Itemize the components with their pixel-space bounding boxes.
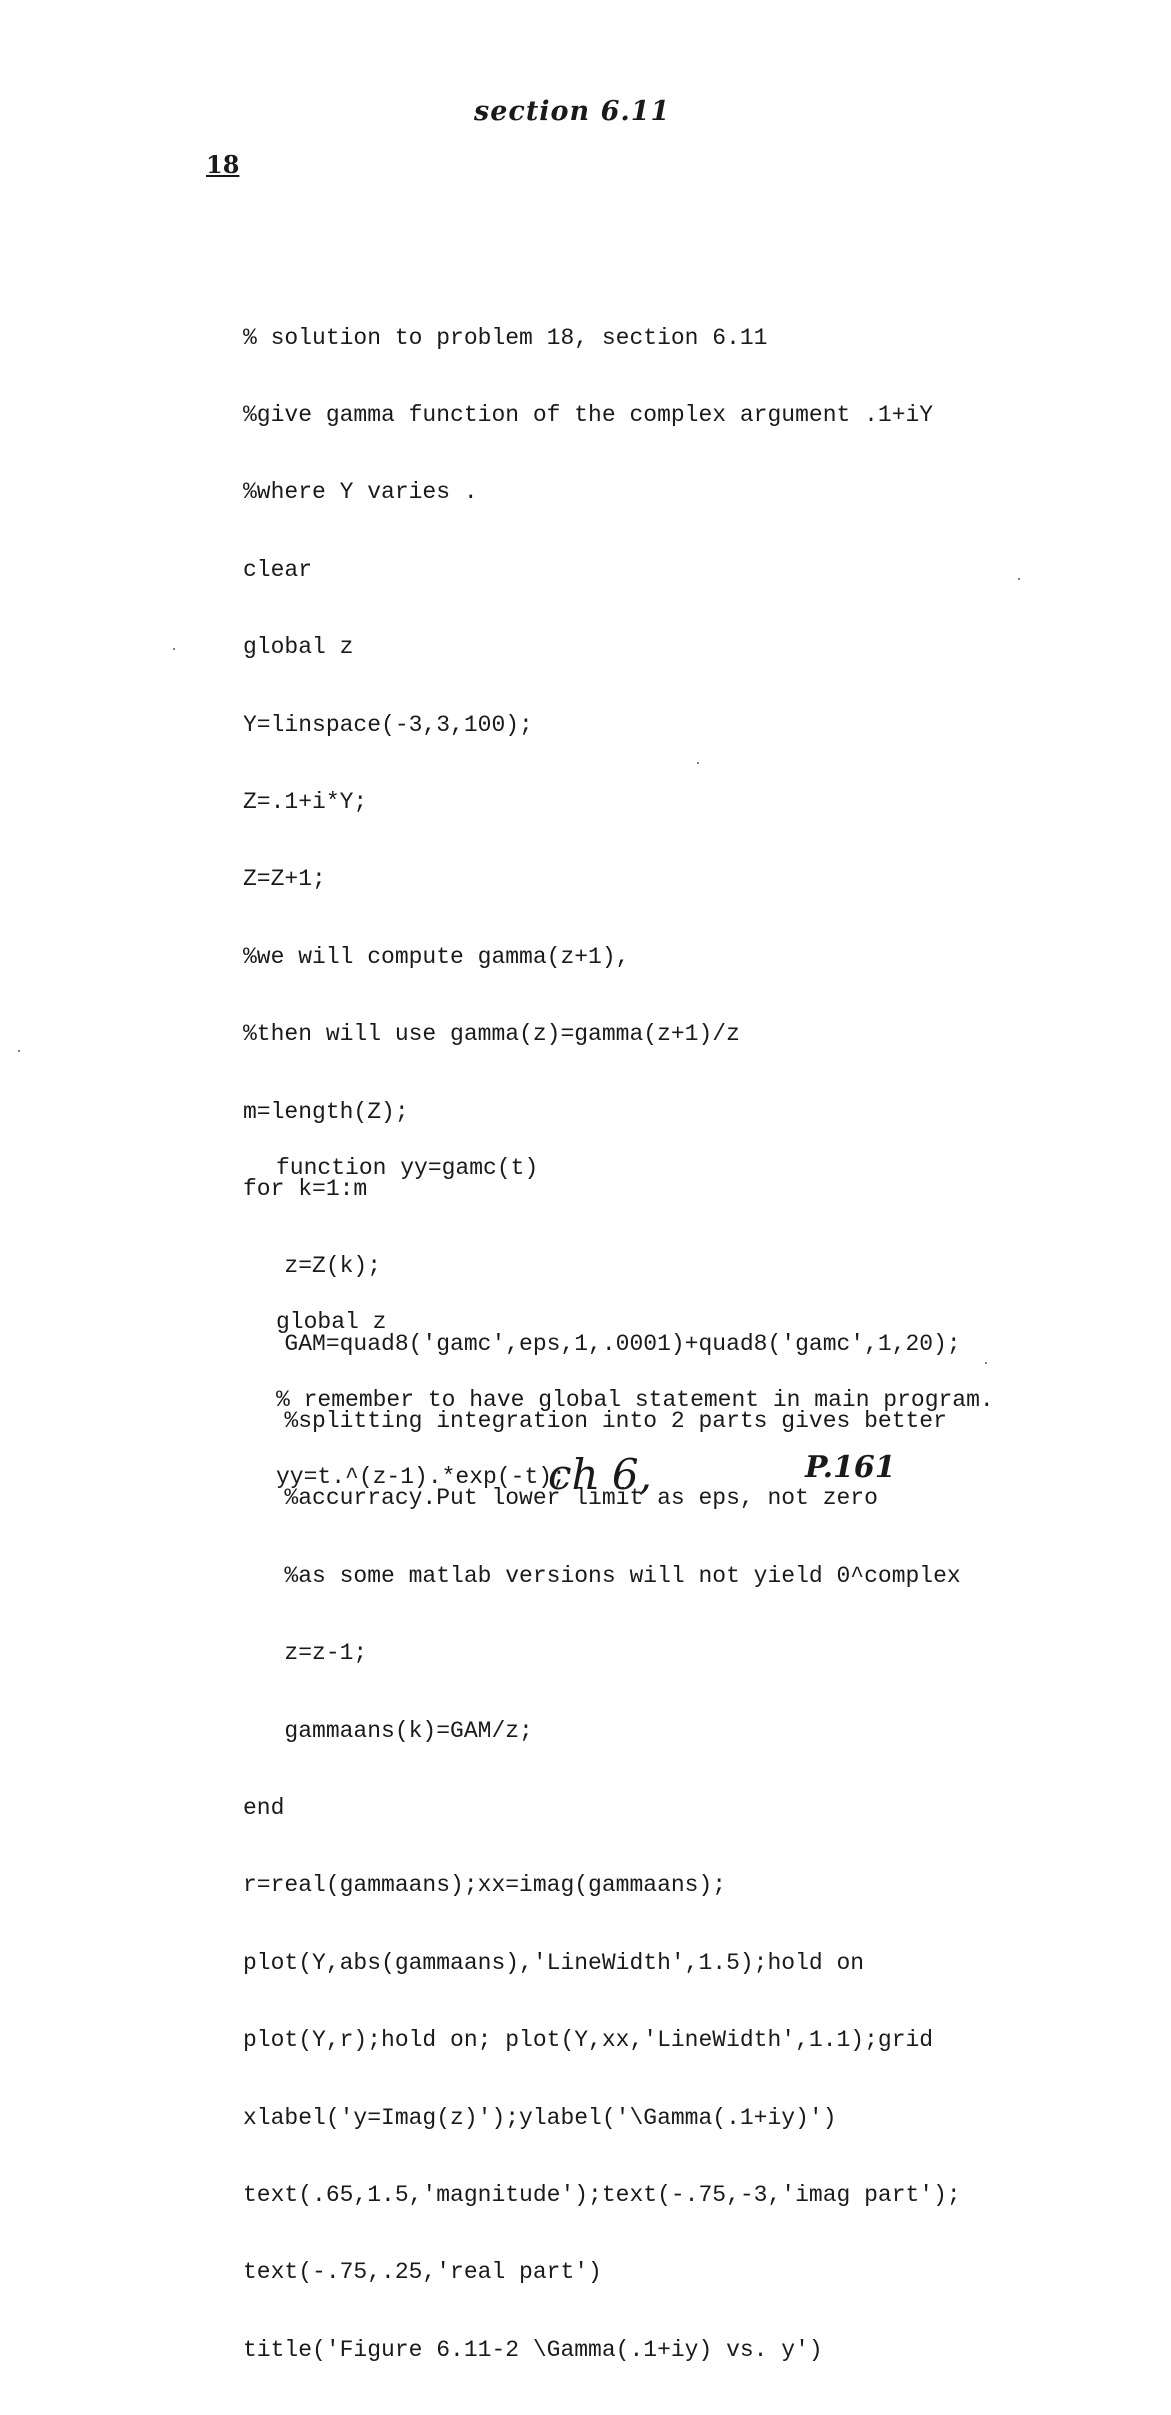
code-line: xlabel('y=Imag(z)');ylabel('\Gamma(.1+iy)') [243, 2104, 837, 2131]
code-line: plot(Y,abs(gammaans),'LineWidth',1.5);hold on [243, 1949, 865, 1976]
code-line: text(.65,1.5,'magnitude');text(-.75,-3,'imag part'); [243, 2181, 961, 2208]
scan-speck [985, 1362, 987, 1364]
code-line: global z [243, 634, 354, 661]
code-line: Z=.1+i*Y; [243, 788, 368, 815]
code-line: gammaans(k)=GAM/z; [243, 1717, 533, 1744]
code-line: %we will compute gamma(z+1), [243, 943, 630, 970]
scan-speck [1018, 578, 1020, 580]
code-line: % solution to problem 18, section 6.11 [243, 324, 768, 351]
code-line: global z [276, 1309, 387, 1336]
code-line: %give gamma function of the complex argument .1+iY [243, 401, 934, 428]
code-line: z=z-1; [243, 1640, 368, 1667]
problem-number: 18 [206, 150, 240, 179]
code-line: % remember to have global statement in main program. [276, 1386, 994, 1413]
page-label: P.161 [805, 1450, 896, 1485]
code-line: text(-.75,.25,'real part') [243, 2259, 602, 2286]
section-heading: section 6.11 [474, 96, 671, 127]
code-line: end [243, 1795, 285, 1822]
code-line: %splitting integration into 2 parts gives better [243, 1408, 947, 1435]
code-line: r=real(gammaans);xx=imag(gammaans); [243, 1872, 727, 1899]
function-signature: function yy=gamc(t) [276, 1154, 539, 1181]
code-line: %as some matlab versions will not yield 0^complex [243, 1562, 961, 1589]
scan-speck [173, 648, 175, 650]
code-line: for k=1:m [243, 1175, 368, 1202]
code-line: clear [243, 556, 313, 583]
code-line: %accurracy.Put lower limit as eps, not zero [243, 1485, 878, 1512]
scan-speck [697, 762, 699, 764]
chapter-label: ch 6, [548, 1450, 652, 1499]
code-line: yy=t.^(z-1).*exp(-t); [276, 1464, 566, 1491]
code-line: %where Y varies . [243, 479, 478, 506]
code-line: Y=linspace(-3,3,100); [243, 711, 533, 738]
code-line: z=Z(k); [243, 1253, 382, 1280]
code-line: %then will use gamma(z)=gamma(z+1)/z [243, 1021, 740, 1048]
code-line: m=length(Z); [243, 1098, 409, 1125]
code-line: title('Figure 6.11-2 \Gamma(.1+iy) vs. y') [243, 2336, 823, 2363]
code-line: GAM=quad8('gamc',eps,1,.0001)+quad8('gamc',1,20); [243, 1330, 961, 1357]
blank-line [276, 1233, 994, 1259]
code-line: plot(Y,r);hold on; plot(Y,xx,'LineWidth',1.1);grid [243, 2027, 934, 2054]
code-line: Z=Z+1; [243, 866, 326, 893]
scan-speck [18, 1050, 20, 1052]
